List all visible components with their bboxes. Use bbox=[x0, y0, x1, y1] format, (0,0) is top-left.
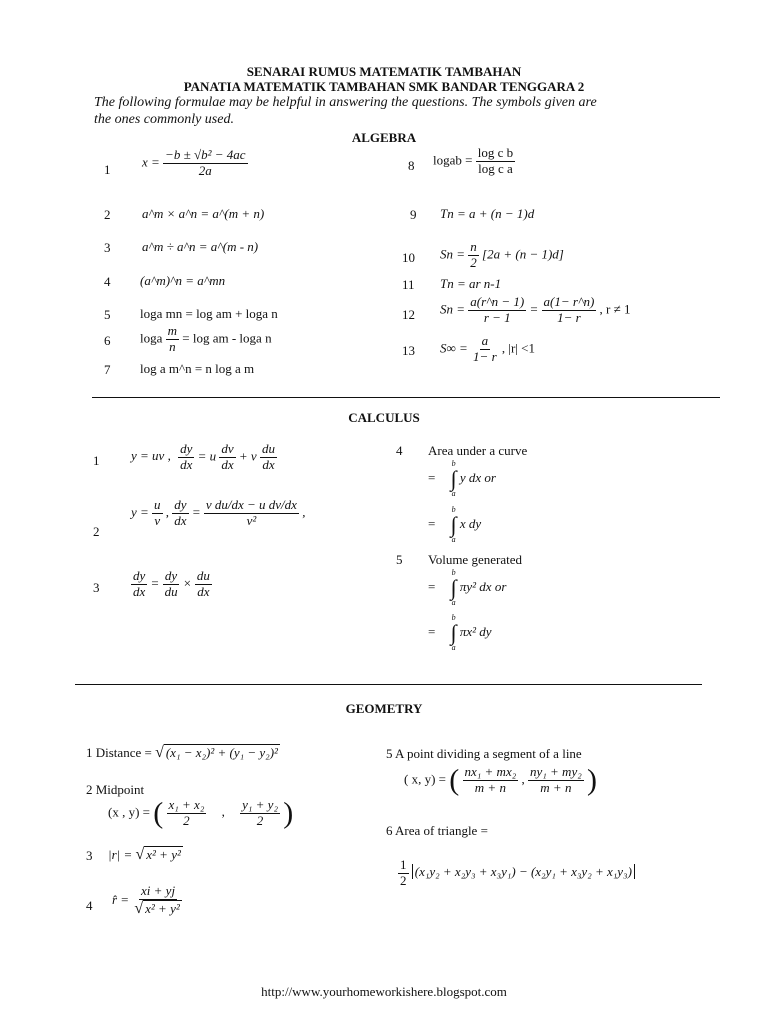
product-rule-v: + v bbox=[238, 448, 257, 464]
deriv-den: dx bbox=[262, 456, 275, 472]
formula-number: 2 bbox=[104, 207, 111, 222]
chain-eq: = bbox=[150, 575, 160, 591]
formula-unit-vector bbox=[112, 884, 184, 918]
intro-line-1: The following formulae may be helpful in answering the questions. The symbols given are bbox=[94, 95, 597, 110]
change-of-base-den: log c a bbox=[478, 160, 513, 176]
section-point-label: 5 A point dividing a segment of a line bbox=[386, 746, 582, 761]
formula-area-triangle bbox=[398, 858, 635, 889]
limit-upper: b bbox=[451, 505, 456, 514]
formula-number: 12 bbox=[402, 307, 415, 322]
distance-label: 1 Distance = bbox=[86, 745, 152, 760]
formula-midpoint bbox=[108, 798, 293, 829]
formula-distance bbox=[86, 744, 280, 762]
sqrt-icon: √ bbox=[134, 899, 144, 917]
midpoint-num-x: x₁ + x₂ bbox=[168, 797, 205, 812]
midpoint-den-x: 2 bbox=[183, 812, 190, 828]
section-point-den-y: m + n bbox=[540, 779, 572, 795]
vol-integrand-x: πx² dy bbox=[459, 623, 492, 639]
quadratic-denominator: 2a bbox=[198, 162, 212, 178]
change-of-base-lhs: logab = bbox=[433, 152, 473, 168]
doc-title: SENARAI RUMUS MATEMATIK TAMBAHAN bbox=[246, 64, 522, 79]
integral-icon: ∫ bbox=[450, 466, 457, 491]
area-label: Area under a curve bbox=[428, 443, 528, 458]
formula-section-point bbox=[404, 765, 597, 796]
half-den: 2 bbox=[400, 872, 407, 888]
gp-sum-den1: r − 1 bbox=[483, 309, 511, 325]
deriv-num: dy bbox=[164, 568, 178, 583]
quotient-num: v du/dx − u dv/dx bbox=[205, 497, 297, 512]
midpoint-comma: , bbox=[221, 804, 225, 820]
deriv-num: dy bbox=[180, 441, 193, 456]
limit-lower: a bbox=[451, 643, 456, 652]
divider-calculus bbox=[75, 684, 702, 685]
right-paren: ) bbox=[587, 763, 597, 797]
formula-chain-rule bbox=[131, 569, 212, 600]
formula-product-rule bbox=[131, 442, 277, 473]
area-integrand-y: y dx or bbox=[459, 469, 496, 485]
section-calculus: CALCULUS bbox=[348, 410, 420, 425]
quotient-end: , bbox=[302, 504, 306, 520]
integral-icon: ∫ bbox=[450, 575, 457, 600]
quotient-rule-pre: y = bbox=[131, 504, 149, 520]
formula-change-of-base bbox=[433, 146, 515, 177]
formula-index-divide: a^m ÷ a^n = a^(m - n) bbox=[142, 239, 259, 254]
deriv-num: dy bbox=[133, 568, 146, 583]
log-quotient-den: n bbox=[169, 338, 176, 354]
midpoint-den-y: 2 bbox=[256, 812, 264, 828]
vol-eq: = bbox=[428, 578, 436, 594]
limit-upper: b bbox=[451, 613, 456, 622]
gp-inf-num: a bbox=[481, 333, 489, 348]
limit-upper: b bbox=[451, 459, 456, 468]
formula-index-power: (a^m)^n = a^mn bbox=[140, 273, 226, 288]
formula-number: 9 bbox=[410, 207, 417, 222]
volume-label: Volume generated bbox=[428, 552, 522, 567]
formula-number: 4 bbox=[104, 274, 111, 289]
footer-url[interactable]: http://www.yourhomeworkishere.blogspot.com bbox=[261, 984, 507, 999]
vol-eq: = bbox=[428, 623, 436, 639]
formula-number: 1 bbox=[93, 453, 100, 468]
intro-line-2: the ones commonly used. bbox=[94, 112, 234, 127]
log-quotient-pre: loga bbox=[140, 330, 163, 346]
quadratic-lhs: x = bbox=[142, 154, 160, 170]
formula-quadratic bbox=[142, 148, 248, 179]
sqrt-icon: √ bbox=[135, 846, 145, 863]
volume-integral-y bbox=[428, 569, 506, 607]
deriv-num: dy bbox=[174, 497, 187, 512]
deriv-num: dv bbox=[221, 441, 234, 456]
deriv-den: dx bbox=[133, 583, 146, 599]
area-triangle-label: 6 Area of triangle = bbox=[386, 823, 488, 838]
change-of-base-num: log c b bbox=[477, 145, 514, 160]
formula-log-quotient bbox=[140, 324, 272, 355]
sqrt-icon: √ bbox=[155, 744, 164, 761]
formula-quotient-rule bbox=[131, 498, 305, 529]
half-num: 1 bbox=[400, 857, 407, 872]
formula-gp-term: Tn = ar n-1 bbox=[440, 276, 502, 291]
midpoint-lhs: (x , y) = bbox=[108, 804, 150, 820]
divider-algebra bbox=[92, 397, 720, 398]
unit-vector-lhs: r̂ = bbox=[112, 892, 130, 908]
area-triangle-expr: (x₁y₂ + x₂y₃ + x₃y₁) − (x₂y₁ + x₃y₂ + x₁y₃) bbox=[412, 864, 635, 879]
limit-lower: a bbox=[451, 598, 456, 607]
quotient-comma: , bbox=[165, 504, 170, 520]
section-algebra: ALGEBRA bbox=[351, 130, 417, 145]
deriv-den: dx bbox=[197, 583, 210, 599]
midpoint-label: 2 Midpoint bbox=[86, 782, 145, 797]
log-quotient-post: = log am - loga n bbox=[182, 330, 272, 346]
section-point-comma: , bbox=[521, 771, 525, 787]
area-integral-x bbox=[428, 506, 481, 544]
section-geometry: GEOMETRY bbox=[345, 701, 423, 716]
deriv-num: du bbox=[261, 441, 275, 456]
ap-sum-den: 2 bbox=[470, 254, 477, 270]
formula-number: 3 bbox=[86, 848, 93, 863]
volume-integral-x bbox=[428, 614, 492, 652]
deriv-den: dx bbox=[221, 456, 234, 472]
formula-number: 10 bbox=[402, 250, 415, 265]
formula-log-product: loga mn = log am + loga n bbox=[140, 306, 278, 321]
formula-ap-term: Tn = a + (n − 1)d bbox=[440, 206, 535, 221]
quotient-u: u bbox=[154, 497, 161, 512]
ap-sum-rhs: [2a + (n − 1)d] bbox=[482, 246, 564, 262]
left-paren: ( bbox=[449, 763, 460, 797]
vol-integrand-y: πy² dx or bbox=[459, 578, 507, 594]
gp-inf-den: 1− r bbox=[473, 348, 497, 364]
section-point-den-x: m + n bbox=[474, 779, 506, 795]
formula-number: 4 bbox=[396, 443, 403, 458]
limit-lower: a bbox=[451, 489, 456, 498]
formula-magnitude bbox=[108, 846, 183, 864]
deriv-den: du bbox=[164, 583, 178, 599]
log-quotient-num: m bbox=[167, 323, 178, 338]
integral-icon: ∫ bbox=[450, 512, 457, 537]
doc-subtitle: PANATIA MATEMATIK TAMBAHAN SMK BANDAR TENGGARA 2 bbox=[183, 79, 585, 94]
quotient-v: v bbox=[154, 512, 161, 528]
product-rule-pre: y = uv , bbox=[131, 448, 171, 464]
midpoint-num-y: y₁ + y₂ bbox=[242, 797, 278, 812]
formula-number: 2 bbox=[93, 524, 100, 539]
right-paren: ) bbox=[283, 796, 294, 830]
formula-index-multiply: a^m × a^n = a^(m + n) bbox=[142, 206, 265, 221]
formula-number: 1 bbox=[104, 162, 111, 177]
integral-icon: ∫ bbox=[450, 620, 457, 645]
area-eq: = bbox=[428, 515, 436, 531]
formula-number: 4 bbox=[86, 898, 93, 913]
section-point-lhs: ( x, y) = bbox=[404, 771, 446, 787]
formula-ap-sum bbox=[440, 240, 564, 271]
gp-sum-condition: , r ≠ 1 bbox=[599, 301, 631, 317]
left-paren: ( bbox=[153, 796, 164, 830]
gp-inf-condition: , |r| <1 bbox=[501, 340, 536, 356]
quotient-den: v² bbox=[246, 512, 257, 528]
unit-vector-num: xi + yj bbox=[141, 883, 176, 898]
formula-gp-sum: Sn = $\frac{a(r\^{}n - 1)}{r - 1}$ = $\frac{a(1- r\^{}n)}{1- r}$ , r ≠ 1 bbox=[440, 294, 631, 325]
gp-sum-num2: a(1− r^n) bbox=[543, 294, 595, 309]
deriv-num: du bbox=[196, 568, 210, 583]
area-integrand-x: x dy bbox=[459, 515, 482, 531]
quotient-eq: = bbox=[191, 504, 201, 520]
formula-number: 5 bbox=[396, 552, 403, 567]
magnitude-lhs: |r| = bbox=[108, 847, 133, 862]
section-point-num-x: nx₁ + mx₂ bbox=[464, 764, 517, 779]
ap-sum-num: n bbox=[470, 239, 477, 254]
formula-gp-sum-infinity bbox=[440, 334, 535, 365]
formula-number: 3 bbox=[93, 580, 100, 595]
gp-inf-lhs: S∞ = bbox=[440, 340, 468, 356]
formula-number: 11 bbox=[402, 277, 415, 292]
formula-number: 5 bbox=[104, 307, 111, 322]
limit-upper: b bbox=[451, 568, 456, 577]
deriv-den: dx bbox=[174, 512, 187, 528]
section-point-num-y: ny₁ + my₂ bbox=[530, 764, 582, 779]
formula-number: 13 bbox=[402, 343, 415, 358]
formula-number: 6 bbox=[104, 333, 111, 348]
magnitude-radicand: x² + y² bbox=[146, 847, 181, 862]
formula-number: 8 bbox=[408, 158, 415, 173]
formula-log-power: log a m^n = n log a m bbox=[140, 361, 255, 376]
ap-sum-lhs: Sn = bbox=[440, 246, 466, 262]
unit-vector-den: x² + y² bbox=[145, 900, 180, 916]
gp-sum-den2: 1− r bbox=[557, 309, 581, 325]
area-integral-y bbox=[428, 460, 496, 498]
area-eq: = bbox=[428, 469, 436, 485]
product-rule-u: = u bbox=[197, 448, 217, 464]
distance-expr: (x₁ − x₂)² + (y₁ − y₂)² bbox=[165, 745, 278, 760]
limit-lower: a bbox=[451, 535, 456, 544]
quadratic-numerator: −b ± √b² − 4ac bbox=[165, 147, 246, 162]
formula-number: 3 bbox=[104, 240, 111, 255]
chain-times: × bbox=[182, 575, 192, 591]
gp-sum-lhs: Sn = bbox=[440, 301, 466, 317]
formula-number: 7 bbox=[104, 362, 111, 377]
gp-sum-num1: a(r^n − 1) bbox=[470, 294, 525, 309]
deriv-den: dx bbox=[180, 456, 193, 472]
